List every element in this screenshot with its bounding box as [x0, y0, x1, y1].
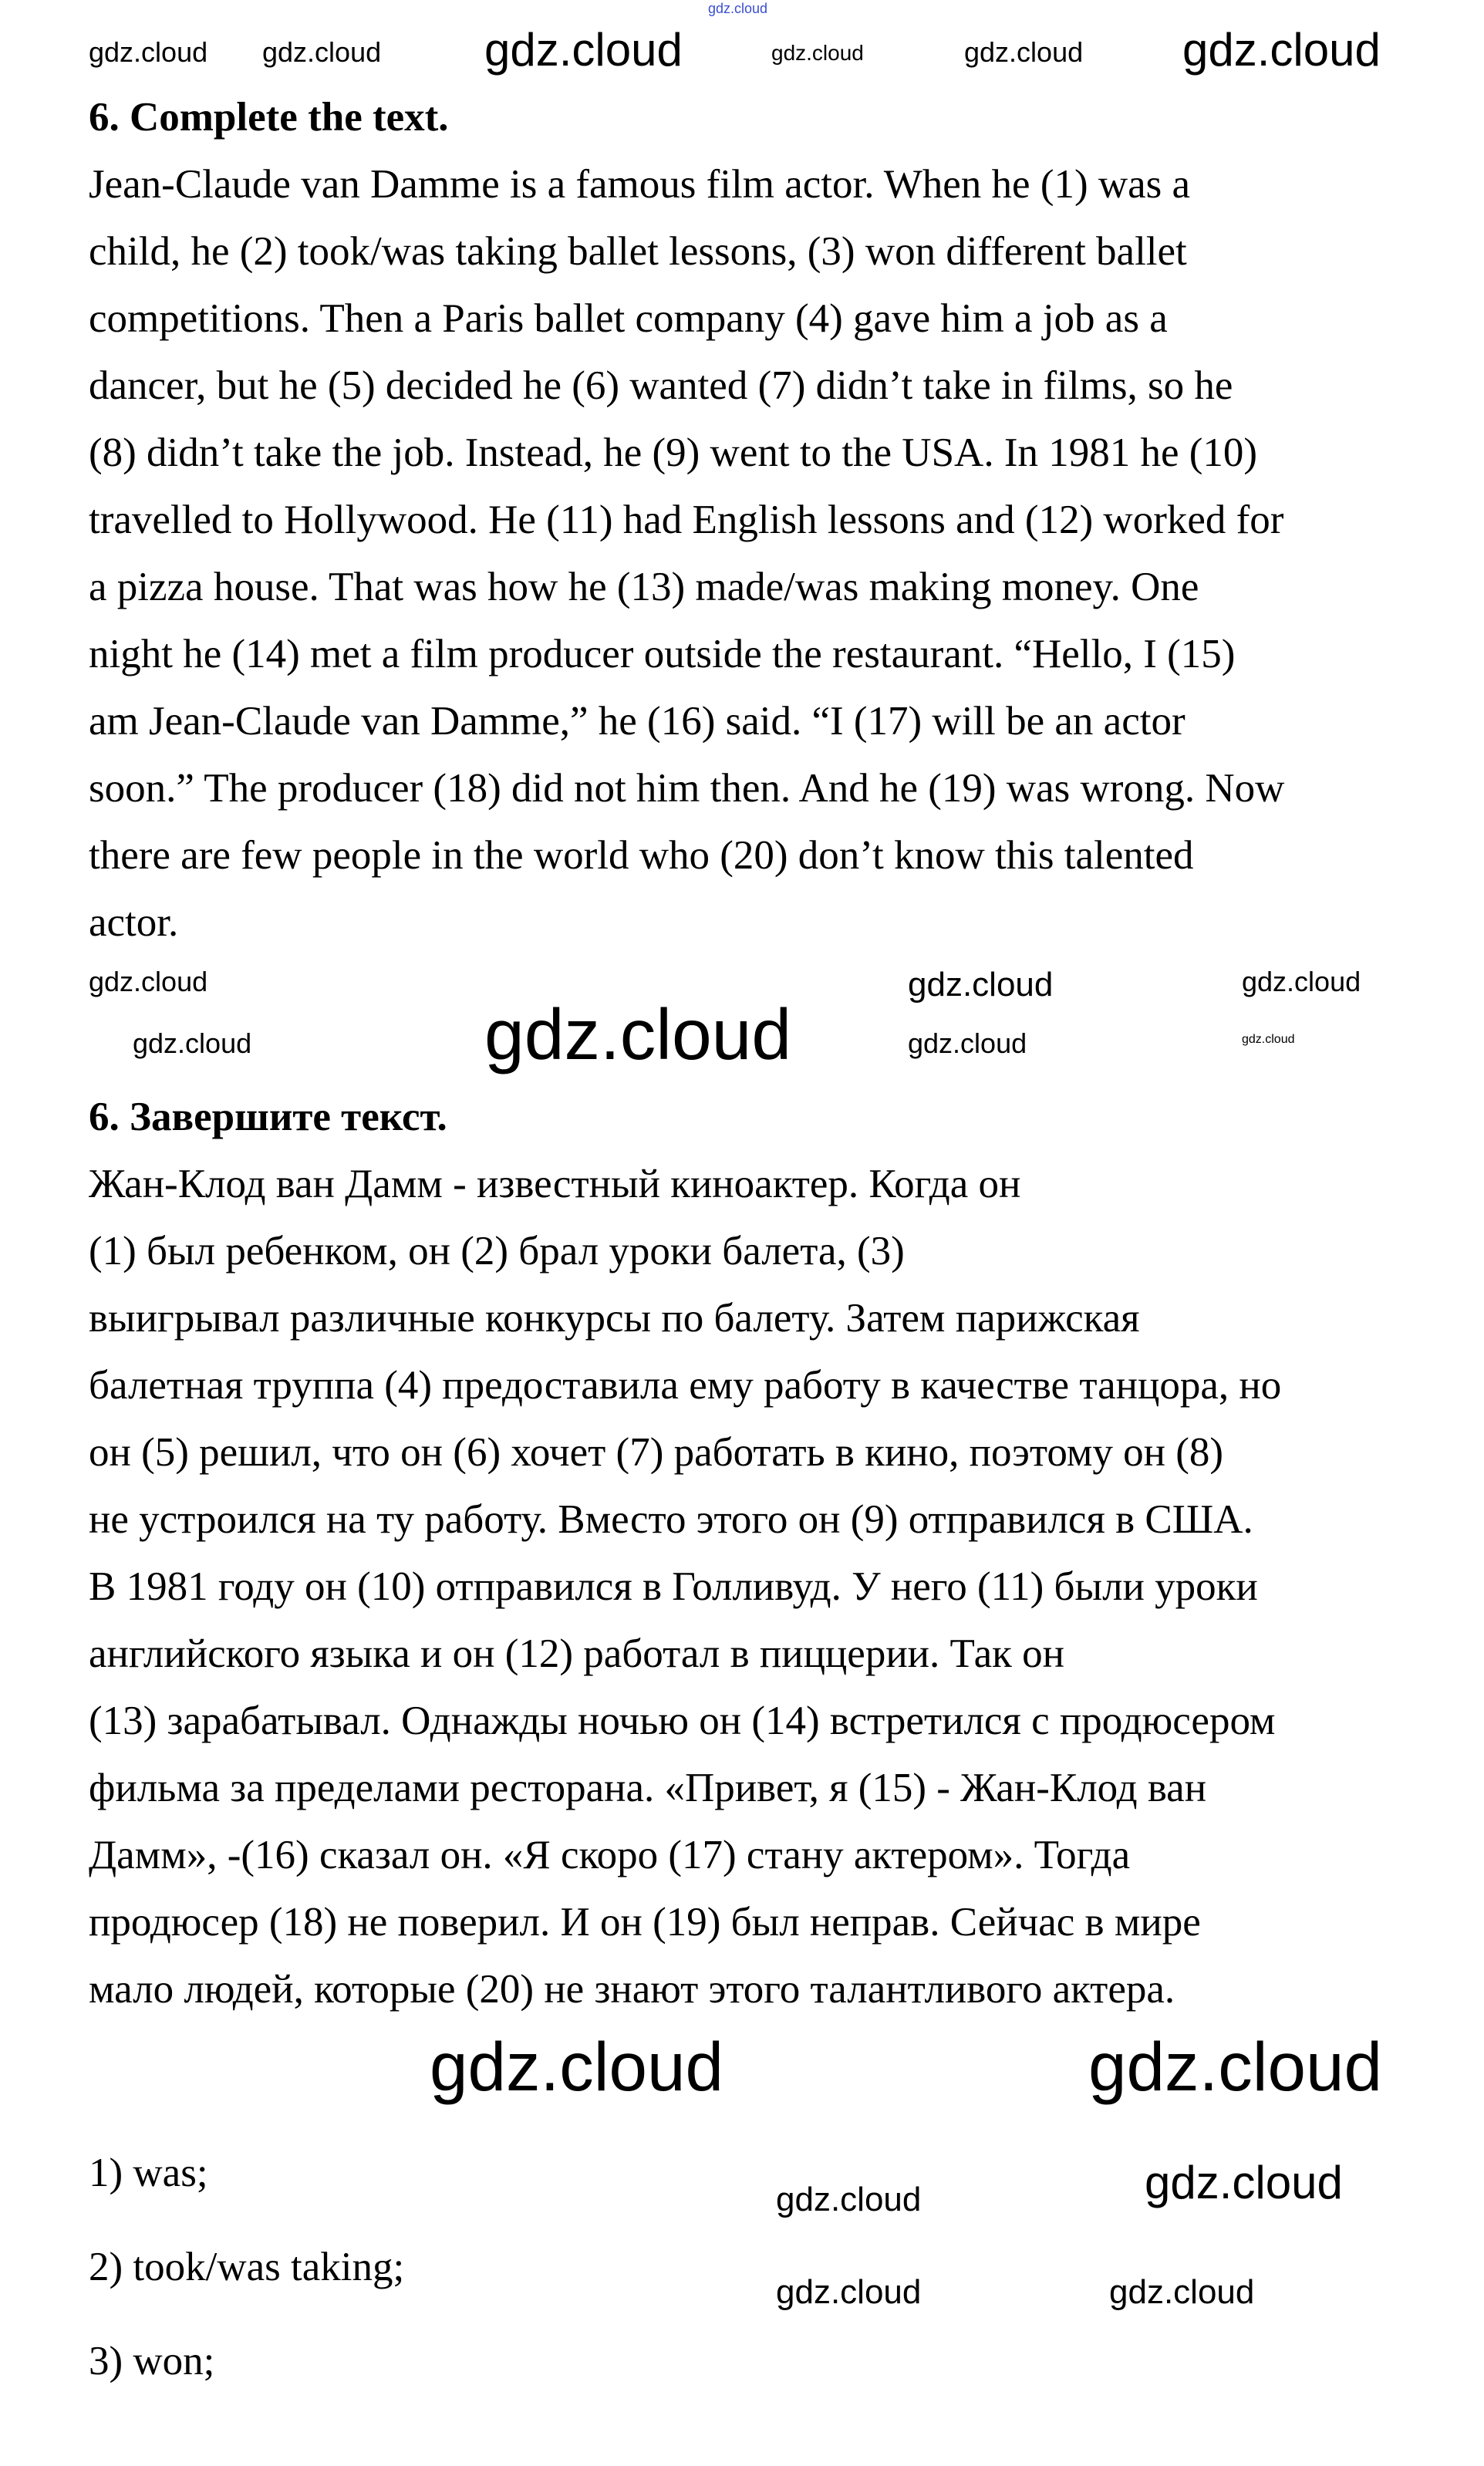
text-line: actor.: [89, 900, 179, 945]
answer-item: 1) was;: [89, 2151, 208, 2195]
watermark: gdz.cloud: [484, 994, 792, 1074]
watermark: gdz.cloud: [1145, 2157, 1343, 2208]
watermark: gdz.cloud: [262, 36, 382, 68]
english-title: 6. Complete the text.: [89, 95, 449, 140]
text-line: am Jean-Claude van Damme,” he (16) said. “I (17) will be an actor: [89, 699, 1186, 744]
watermark: gdz.cloud: [430, 2028, 723, 2105]
text-line: (8) didn’t take the job. Instead, he (9) went to the USA. In 1981 he (10): [89, 430, 1258, 475]
text-line: Жан-Клод ван Дамм - известный киноактер. Когда он: [89, 1162, 1021, 1206]
watermark: gdz.cloud: [1182, 24, 1381, 76]
text-line: В 1981 году он (10) отправился в Голливуд. У него (11) были уроки: [89, 1564, 1258, 1609]
text-line: балетная труппа (4) предоставила ему работу в качестве танцора, но: [89, 1363, 1282, 1408]
text-line: (1) был ребенком, он (2) брал уроки балета, (3): [89, 1229, 905, 1273]
watermark: gdz.cloud: [89, 966, 208, 997]
watermark: gdz.cloud: [776, 2273, 922, 2311]
text-line: он (5) решил, что он (6) хочет (7) работать в кино, поэтому он (8): [89, 1430, 1224, 1475]
text-line: продюсер (18) не поверил. И он (19) был неправ. Сейчас в мире: [89, 1900, 1201, 1945]
text-line: не устроился на ту работу. Вместо этого он (9) отправился в США.: [89, 1497, 1253, 1542]
watermark: gdz.cloud: [1088, 2028, 1382, 2105]
text-line: a pizza house. That was how he (13) made/was making money. One: [89, 565, 1199, 609]
answers-list: [89, 2126, 404, 2408]
watermark: gdz.cloud: [1242, 1033, 1295, 1046]
text-line: фильма за пределами ресторана. «Привет, я (15) - Жан-Клод ван: [89, 1766, 1207, 1810]
text-line: выигрывал различные конкурсы по балету. Затем парижская: [89, 1296, 1140, 1341]
text-line: soon.” The producer (18) did not him then. And he (19) was wrong. Now: [89, 766, 1285, 811]
watermark: gdz.cloud: [1109, 2273, 1255, 2311]
text-line: night he (14) met a film producer outside the restaurant. “Hello, I (15): [89, 632, 1236, 676]
watermark: gdz.cloud: [708, 1, 768, 16]
russian-exercise: [89, 1084, 1281, 2023]
text-line: there are few people in the world who (20) don’t know this talented: [89, 833, 1194, 878]
watermark: gdz.cloud: [133, 1027, 252, 1059]
watermark: gdz.cloud: [964, 36, 1084, 68]
russian-title: 6. Завершите текст.: [89, 1095, 447, 1139]
watermark: gdz.cloud: [771, 41, 864, 65]
watermark: gdz.cloud: [908, 966, 1054, 1004]
answer-item: 3) won;: [89, 2339, 215, 2383]
text-line: travelled to Hollywood. He (11) had English lessons and (12) worked for: [89, 498, 1284, 542]
watermark: gdz.cloud: [776, 2181, 922, 2218]
text-line: английского языка и он (12) работал в пиццерии. Так он: [89, 1631, 1064, 1676]
watermark: gdz.cloud: [89, 36, 208, 68]
text-line: competitions. Then a Paris ballet company (4) gave him a job as a: [89, 296, 1168, 341]
watermark: gdz.cloud: [484, 24, 683, 76]
answer-item: 2) took/was taking;: [89, 2245, 405, 2289]
watermark: gdz.cloud: [908, 1027, 1027, 1059]
watermark: gdz.cloud: [1242, 966, 1361, 997]
text-line: dancer, but he (5) decided he (6) wanted (7) didn’t take in films, so he: [89, 363, 1233, 408]
text-line: мало людей, которые (20) не знают этого талантливого актера.: [89, 1967, 1175, 2012]
text-line: Jean-Claude van Damme is a famous film actor. When he (1) was a: [89, 162, 1191, 207]
text-line: child, he (2) took/was taking ballet lessons, (3) won different ballet: [89, 229, 1187, 274]
text-line: Дамм», -(16) сказал он. «Я скоро (17) стану актером». Тогда: [89, 1833, 1131, 1877]
text-line: (13) зарабатывал. Однажды ночью он (14) встретился с продюсером: [89, 1699, 1276, 1743]
english-exercise: [89, 84, 1284, 956]
